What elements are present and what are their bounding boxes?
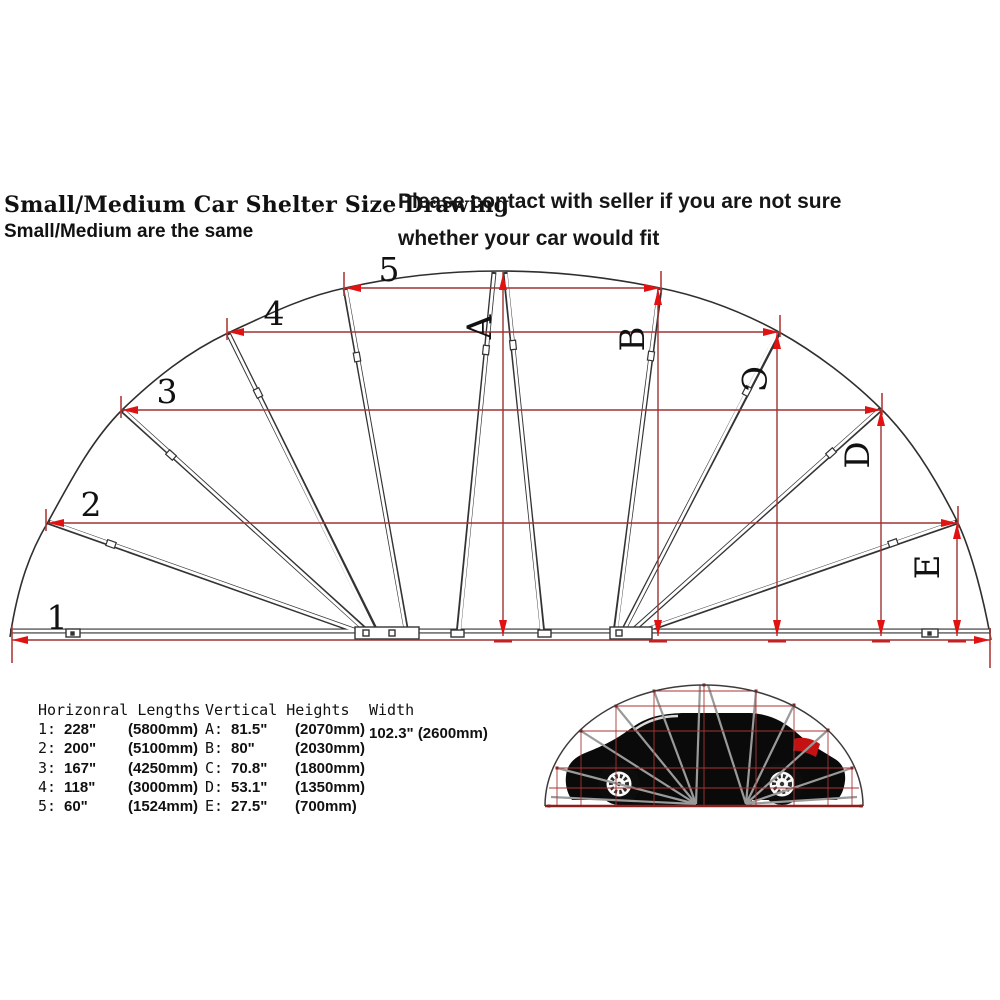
table-row: 4: 118" (3000mm) bbox=[38, 777, 199, 796]
table-row: 1: 228" (5800mm) bbox=[38, 720, 199, 739]
label-4: 4 bbox=[263, 294, 285, 333]
car-silhouette bbox=[566, 713, 845, 806]
table-row: D: 53.1" (1350mm) bbox=[205, 777, 366, 796]
label-2: 2 bbox=[80, 485, 102, 524]
vertical-heights-table bbox=[205, 701, 375, 816]
table-row: 3: 167" (4250mm) bbox=[38, 758, 199, 777]
mini-shelter-with-car bbox=[545, 684, 863, 808]
width-value: 102.3" (2600mm) bbox=[369, 725, 488, 743]
label-B: B bbox=[613, 326, 653, 352]
table-row: 5: 60" (1524mm) bbox=[38, 797, 199, 816]
label-C: C bbox=[733, 365, 773, 393]
label-1: 1 bbox=[46, 598, 68, 637]
horizontal-lengths-table bbox=[38, 701, 208, 816]
label-E: E bbox=[908, 554, 948, 580]
page-title: Small/Medium Car Shelter Size Drawing bbox=[4, 192, 510, 218]
table-row: A: 81.5" (2070mm) bbox=[205, 720, 366, 739]
seller-notice-line2: whether your car would fit bbox=[398, 227, 660, 250]
width-title: Width bbox=[369, 701, 415, 719]
label-5: 5 bbox=[378, 250, 400, 289]
width-spec bbox=[369, 701, 529, 743]
table-row: C: 70.8" (1800mm) bbox=[205, 758, 366, 777]
rib-joints bbox=[106, 340, 898, 548]
vertical-heights-title: Vertical Heights bbox=[205, 701, 350, 719]
horizontal-lengths-title: Horizonral Lengths bbox=[38, 701, 201, 719]
table-row: 2: 200" (5100mm) bbox=[38, 739, 199, 758]
table-row: B: 80" (2030mm) bbox=[205, 739, 366, 758]
label-3: 3 bbox=[156, 372, 178, 411]
label-A: A bbox=[460, 314, 500, 340]
label-D: D bbox=[838, 441, 878, 469]
page-subtitle: Small/Medium are the same bbox=[4, 221, 254, 242]
table-row: E: 27.5" (700mm) bbox=[205, 797, 357, 816]
seller-notice-line1: Please contact with seller if you are not sure bbox=[398, 190, 842, 213]
